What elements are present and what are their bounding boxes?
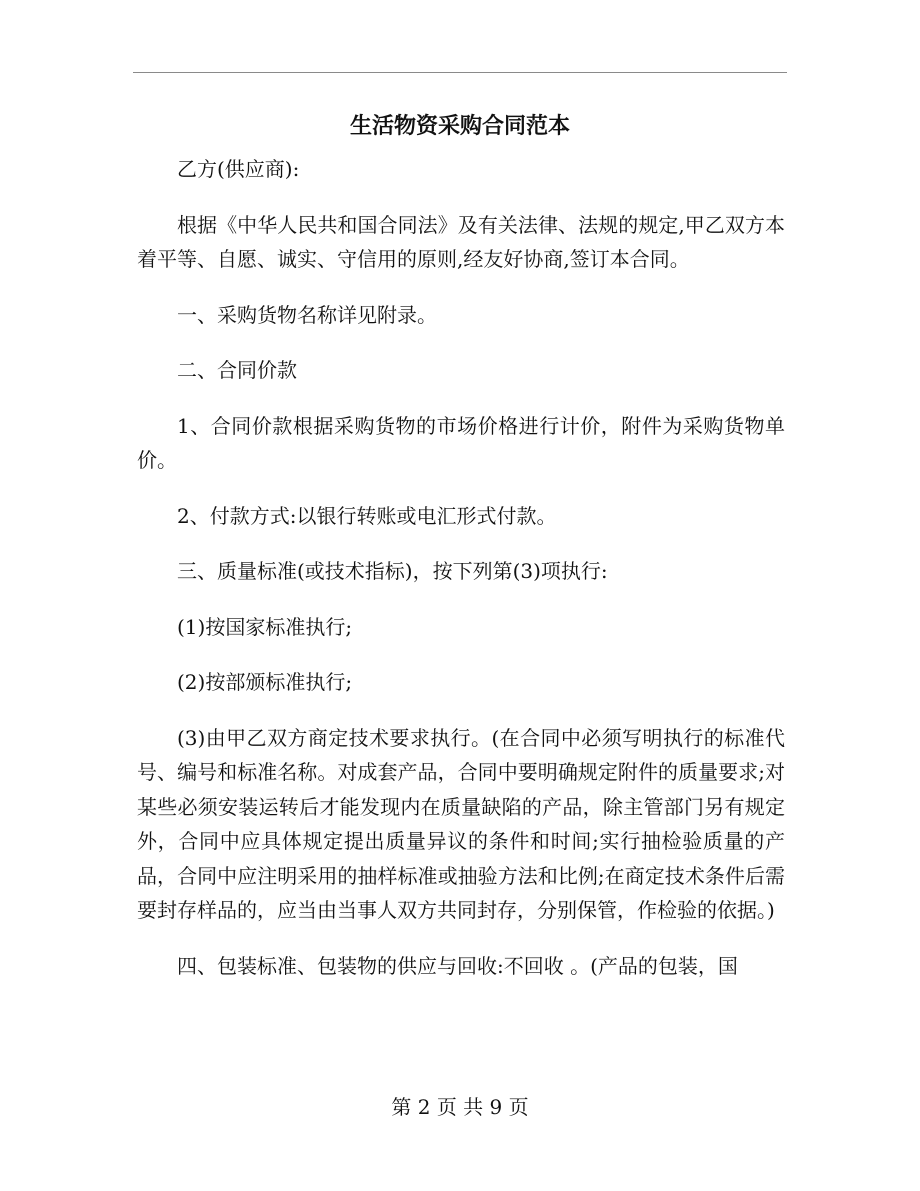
paragraph-clause-2: 二、合同价款 — [177, 358, 297, 382]
paragraph-clause-4: 四、包装标准、包装物的供应与回收:不回收 。(产品的包装，国 — [177, 953, 738, 978]
paragraph-party-b: 乙方(供应商): — [177, 157, 300, 181]
paragraph-preamble: 根据《中华人民共和国合同法》及有关法律、法规的规定,甲乙双方本着平等、自愿、诚实、守信用的原则,经友好协商,签订本合同。 — [137, 212, 785, 271]
paragraph-clause-3-1: (1)按国家标准执行; — [177, 614, 353, 639]
document-title: 生活物资采购合同范本 — [349, 113, 570, 139]
paragraph-clause-1: 一、采购货物名称详见附录。 — [177, 302, 437, 327]
page-number: 第 2 页 共 9 页 — [391, 1095, 529, 1119]
paragraph-clause-3-3: (3)由甲乙双方商定技术要求执行。(在合同中必须写明执行的标准代号、编号和标准名称。对成套产品，合同中要明确规定附件的质量要求;对某些必须安装运转后才能发现内在质量缺陷的产品，除主管部门另有规定外，合同中应具体规定提出质量异议的条件和时间;实行抽检验质量的产品，合同中应注明采用的抽样标准或抽验方法和比例;在商定技术条件后需要封存样品的，应当由当事人双方共同封存，分别保管，作检验的依据。) — [137, 725, 785, 922]
header-rule — [133, 72, 787, 73]
paragraph-clause-3: 三、质量标准(或技术指标)，按下列第(3)项执行: — [177, 559, 608, 583]
paragraph-clause-2-2: 2、付款方式:以银行转账或电汇形式付款。 — [177, 503, 557, 528]
document-body — [137, 152, 785, 983]
paragraph-clause-2-1: 1、合同价款根据采购货物的市场价格进行计价，附件为采购货物单价。 — [137, 413, 785, 472]
paragraph-clause-3-2: (2)按部颁标准执行; — [177, 670, 353, 694]
